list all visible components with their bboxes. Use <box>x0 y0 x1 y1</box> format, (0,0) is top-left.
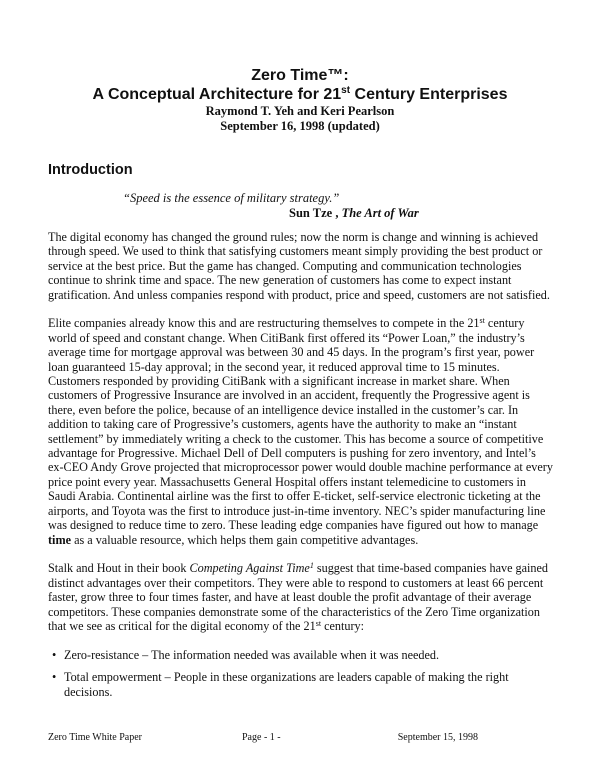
title-line-2-end: Century Enterprises <box>350 86 508 103</box>
epigraph-attribution <box>123 206 419 221</box>
paragraph-3-part-2: suggest that time-based companies have gained distinct advantages over their competitors. They were able to respond to customers at least 66 percent faster, grow three to four times faster, and have at least double the profit advantage of their average competitors. These companies demonstrate some of the characteristics of the Zero Time organization that we see as critical for the digital economy of the 21 <box>48 561 549 633</box>
epigraph-author: Sun Tze , <box>289 206 339 220</box>
paragraph-3-part-1: Stalk and Hout in their book <box>48 561 190 576</box>
epigraph-work: The Art of War <box>341 206 419 220</box>
paragraph-2 <box>48 316 554 547</box>
bullet-list <box>48 648 554 699</box>
page-footer <box>48 731 478 745</box>
authors: Raymond T. Yeh and Keri Pearlson <box>205 104 395 118</box>
epigraph-quote: “Speed is the essence of military strategy.” <box>123 191 340 205</box>
paragraph-2-part-1: Elite companies already know this and are restructuring themselves to compete in the 21 <box>48 316 480 331</box>
epigraph <box>123 191 419 221</box>
paragraph-3 <box>48 561 554 633</box>
bullet-item-total-empowerment <box>48 670 554 699</box>
paragraph-3-superscript: st <box>315 618 322 628</box>
bullet-text: Total empowerment – People in these organizations are leaders capable of making the right decisions. <box>64 670 509 699</box>
book-title: Competing Against Time <box>189 561 310 576</box>
paragraph-2-part-3: as a valuable resource, which helps them gain competitive advantages. <box>71 532 419 547</box>
title-line-1: Zero Time™: <box>251 67 349 84</box>
footer-page-number: Page - 1 - <box>242 732 281 743</box>
title-line-2-start: A Conceptual Architecture for 21 <box>92 86 342 103</box>
paragraph-2-superscript: st <box>479 316 485 326</box>
title-superscript: st <box>341 85 351 96</box>
footer-document-name: Zero Time White Paper <box>48 732 142 743</box>
bullet-item-zero-resistance <box>48 648 554 662</box>
bullet-marker: • <box>52 670 57 685</box>
paragraph-3-part-3: century: <box>321 618 365 633</box>
title-block <box>0 66 600 134</box>
footnote-marker: 1 <box>309 561 314 571</box>
paragraph-2-part-2: century world of speed and constant change. When CitiBank first offered its “Power Loan,” the industry’s average time for mortgage approval was between 30 and 45 days. In the program’s first year, power loan guaranteed 15-day approval; in the second year, it reduced approval time to 15 minutes. Customers responded by providing CitiBank with a significant increase in market share. When customers of Progressive Insurance are involved in an accident, frequently the Progressive agent is there, even before the police, because of an intelligence device installed in the customer’s car. In addition to taking care of Progressive’s customers, agents have the authority to make an “instant settlement” by immediately writing a check to the customer. This has become a source of competitive advantage for Progressive. Michael Dell of Dell computers is pushing for zero inventory, and Intel’s ex-CEO Andy Grove projected that microprocessor power would double machine performance at every price point every year. Massachusetts General Hospital offers instant telemedicine to customers in Saudi Arabia. Continental airline was the first to offer E-ticket, self-service electronic ticketing at the airports, and Toyota was the first to introduce just-in-time inventory. NEC’s spider manufacturing line was designed to reduce time to zero. These leading edge companies have figured out how to manage <box>48 316 553 533</box>
paragraph-2-bold-word: time <box>48 532 72 547</box>
footer-date: September 15, 1998 <box>397 732 478 743</box>
section-heading-introduction: Introduction <box>48 162 133 178</box>
body-text <box>48 230 554 707</box>
document-date: September 16, 1998 (updated) <box>220 119 380 133</box>
title-line-2 <box>0 85 600 104</box>
bullet-text: Zero-resistance – The information needed was available when it was needed. <box>64 647 440 662</box>
bullet-marker: • <box>52 647 57 662</box>
paragraph-1: The digital economy has changed the ground rules; now the norm is change and winning is achieved through speed. We used to think that satisfying customers meant simply providing the best product or service at the best price. But the game has changed. Computing and communication technologies continue to shrink time and space. The new generation of customers has come to expect instant gratification. And unless companies respond with product, price and speed, customers are not satisfied. <box>48 230 550 302</box>
